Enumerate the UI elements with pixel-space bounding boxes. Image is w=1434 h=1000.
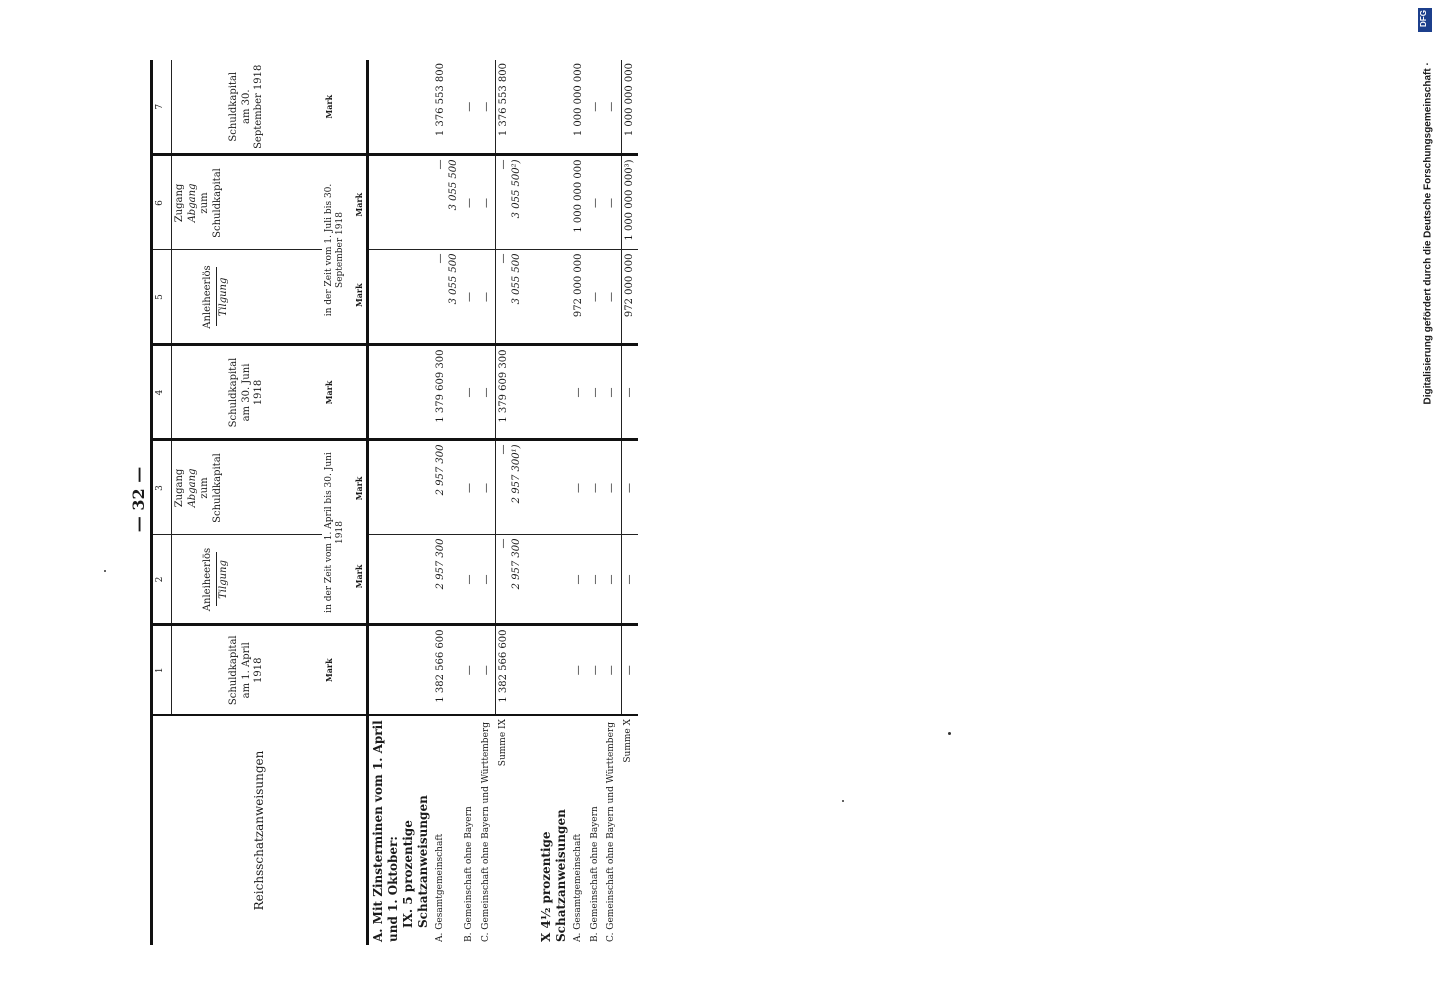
cell: —: [571, 345, 588, 440]
cell: —: [479, 250, 496, 345]
unit-mark: Mark: [322, 60, 368, 155]
anleihe-label-2: Anleiheerlös: [202, 265, 213, 329]
period1-label: in der Zeit vom 1. April bis 30. Juni 1918 Mark Mark: [322, 440, 368, 625]
sum-cell: — 3 055 500²): [496, 155, 526, 250]
cell: —: [479, 535, 496, 625]
col1-header: Schuldkapital am 1. April 1918: [172, 625, 322, 715]
section-x-row: [525, 60, 571, 945]
col-number-2: 2: [152, 535, 172, 625]
cell: —: [588, 250, 605, 345]
cell: —: [604, 345, 621, 440]
col3-header: [172, 440, 322, 535]
cell: —: [588, 625, 605, 715]
scan-speck: [104, 570, 106, 572]
tilgung-label-2: Tilgung: [217, 277, 229, 317]
col7-header: Schuldkapital am 30. September 1918: [172, 60, 322, 155]
sum-cell: — 2 957 300¹): [496, 440, 526, 535]
col-number-5: 5: [152, 250, 172, 345]
cell: 972 000 000: [571, 250, 588, 345]
cell: —: [479, 625, 496, 715]
cell: —: [571, 440, 588, 535]
section-a-row: [368, 60, 434, 945]
sum-cell: 1 379 609 300: [496, 345, 526, 440]
col-number-3: 3: [152, 440, 172, 535]
sum-cell: — 2 957 300: [496, 535, 526, 625]
sum-cell: 1 000 000 000³): [621, 155, 638, 250]
cell: —: [479, 155, 496, 250]
sum-cell: 1 382 566 600: [496, 625, 526, 715]
row-label: C. Gemeinschaft ohne Bayern und Württemberg: [480, 722, 491, 942]
row-label: A. Gesamtgemeinschaft: [573, 833, 583, 942]
tilgung-label: Tilgung: [217, 560, 229, 599]
anleihe-label: Anleiheerlös: [202, 547, 213, 612]
cell: —: [462, 250, 479, 345]
cell: — 3 055 500: [433, 250, 462, 345]
sum-cell: 972 000 000: [621, 250, 638, 345]
cell: 1 379 609 300: [433, 345, 462, 440]
sum-cell: 1 376 553 800: [496, 60, 526, 155]
cell: —: [588, 345, 605, 440]
table-row: [433, 60, 462, 945]
cell: —: [462, 625, 479, 715]
unit-mark: Mark: [354, 192, 364, 217]
abgang-label: Abgang: [186, 468, 198, 508]
cell: —: [604, 535, 621, 625]
zum-schuld-label-2: zum Schuldkapital: [199, 168, 223, 238]
cell: —: [604, 440, 621, 535]
col-number-4: 4: [152, 345, 172, 440]
column-number-row: [152, 60, 172, 945]
cell: —: [462, 60, 479, 155]
digitization-credit: [1422, 4, 1434, 405]
credit-text: Digitalisierung gefördert durch die Deutsche Forschungsgemeinschaft ·: [1422, 62, 1434, 405]
sum-cell: —: [621, 535, 638, 625]
col-number-7: 7: [152, 60, 172, 155]
row-label: B. Gemeinschaft ohne Bayern: [589, 806, 600, 942]
cell: 2 957 300: [433, 535, 462, 625]
cell: —: [604, 60, 621, 155]
sum-cell: 1 000 000 000: [621, 60, 638, 155]
col2-header: [172, 535, 322, 625]
table-row: [588, 60, 605, 945]
unit-mark: Mark: [354, 283, 364, 308]
cell: 1 000 000 000: [571, 60, 588, 155]
cell: —: [571, 535, 588, 625]
sum-cell: —: [621, 625, 638, 715]
section-a-title: A. Mit Zinsterminen vom 1. April und 1. Oktober: IX. 5 prozentige Schatzanweisungen: [371, 720, 430, 942]
col4-header: Schuldkapital am 30. Juni 1918: [172, 345, 322, 440]
cell: —: [462, 535, 479, 625]
cell: —: [462, 155, 479, 250]
row-label: A. Gesamtgemeinschaft: [435, 833, 445, 942]
page-number: — 32 —: [129, 466, 149, 533]
sum-label: Summe IX: [497, 719, 508, 767]
unit-mark: Mark: [322, 345, 368, 440]
sum-cell: —: [621, 440, 638, 535]
cell: —: [588, 535, 605, 625]
row-label: B. Gemeinschaft ohne Bayern: [464, 806, 474, 942]
unit-mark: Mark: [354, 564, 364, 589]
col-number-6: 6: [152, 155, 172, 250]
cell: —: [588, 440, 605, 535]
sum-cell: —: [621, 345, 638, 440]
cell: —: [462, 345, 479, 440]
section-x-title: X 4½ prozentige Schatzanweisungen: [539, 809, 568, 942]
cell: 1 000 000 000: [571, 155, 588, 250]
header-fraction-line: [216, 553, 217, 607]
cell: —: [604, 625, 621, 715]
scan-speck: [948, 732, 951, 735]
zugang-label-2: Zugang: [174, 183, 185, 223]
sum-row-ix: [496, 60, 526, 945]
cell: —: [462, 440, 479, 535]
cell: —: [588, 155, 605, 250]
period2-label: in der Zeit vom 1. Juli bis 30. September 1918 Mark Mark: [322, 155, 368, 345]
table-bottom-spacer: [638, 60, 672, 945]
cell: — 3 055 500: [433, 155, 462, 250]
cell: 2 957 300: [433, 440, 462, 535]
zum-schuld-label: zum Schuldkapital: [199, 453, 223, 523]
col5-header: [172, 250, 322, 345]
header-fraction-line: [216, 268, 217, 327]
cell: —: [479, 345, 496, 440]
sum-cell: — 3 055 500: [496, 250, 526, 345]
rotated-table-page: [150, 60, 750, 945]
table-row: [604, 60, 621, 945]
cell: 1 382 566 600: [433, 625, 462, 715]
col6-header: [172, 155, 322, 250]
zugang-label: Zugang: [174, 468, 185, 508]
cell: —: [604, 155, 621, 250]
table-row: [479, 60, 496, 945]
col-number-1: 1: [152, 625, 172, 715]
row-label: C. Gemeinschaft ohne Bayern und Württemberg: [606, 722, 616, 942]
table-row: [571, 60, 588, 945]
cell: —: [588, 60, 605, 155]
abgang-label-2: Abgang: [186, 183, 198, 223]
table-row: [462, 60, 479, 945]
cell: —: [571, 625, 588, 715]
dfg-logo: DFG: [1418, 8, 1432, 32]
sum-row-x: [621, 60, 638, 945]
schedule-table: [150, 60, 672, 945]
header-title: Reichsschatzanweisungen: [152, 715, 368, 945]
unit-mark: Mark: [354, 476, 364, 501]
cell: —: [479, 60, 496, 155]
unit-mark: Mark: [322, 625, 368, 715]
sum-label: Summe X: [623, 719, 633, 763]
cell: 1 376 553 800: [433, 60, 462, 155]
cell: —: [604, 250, 621, 345]
cell: —: [479, 440, 496, 535]
scan-speck: [842, 800, 844, 802]
